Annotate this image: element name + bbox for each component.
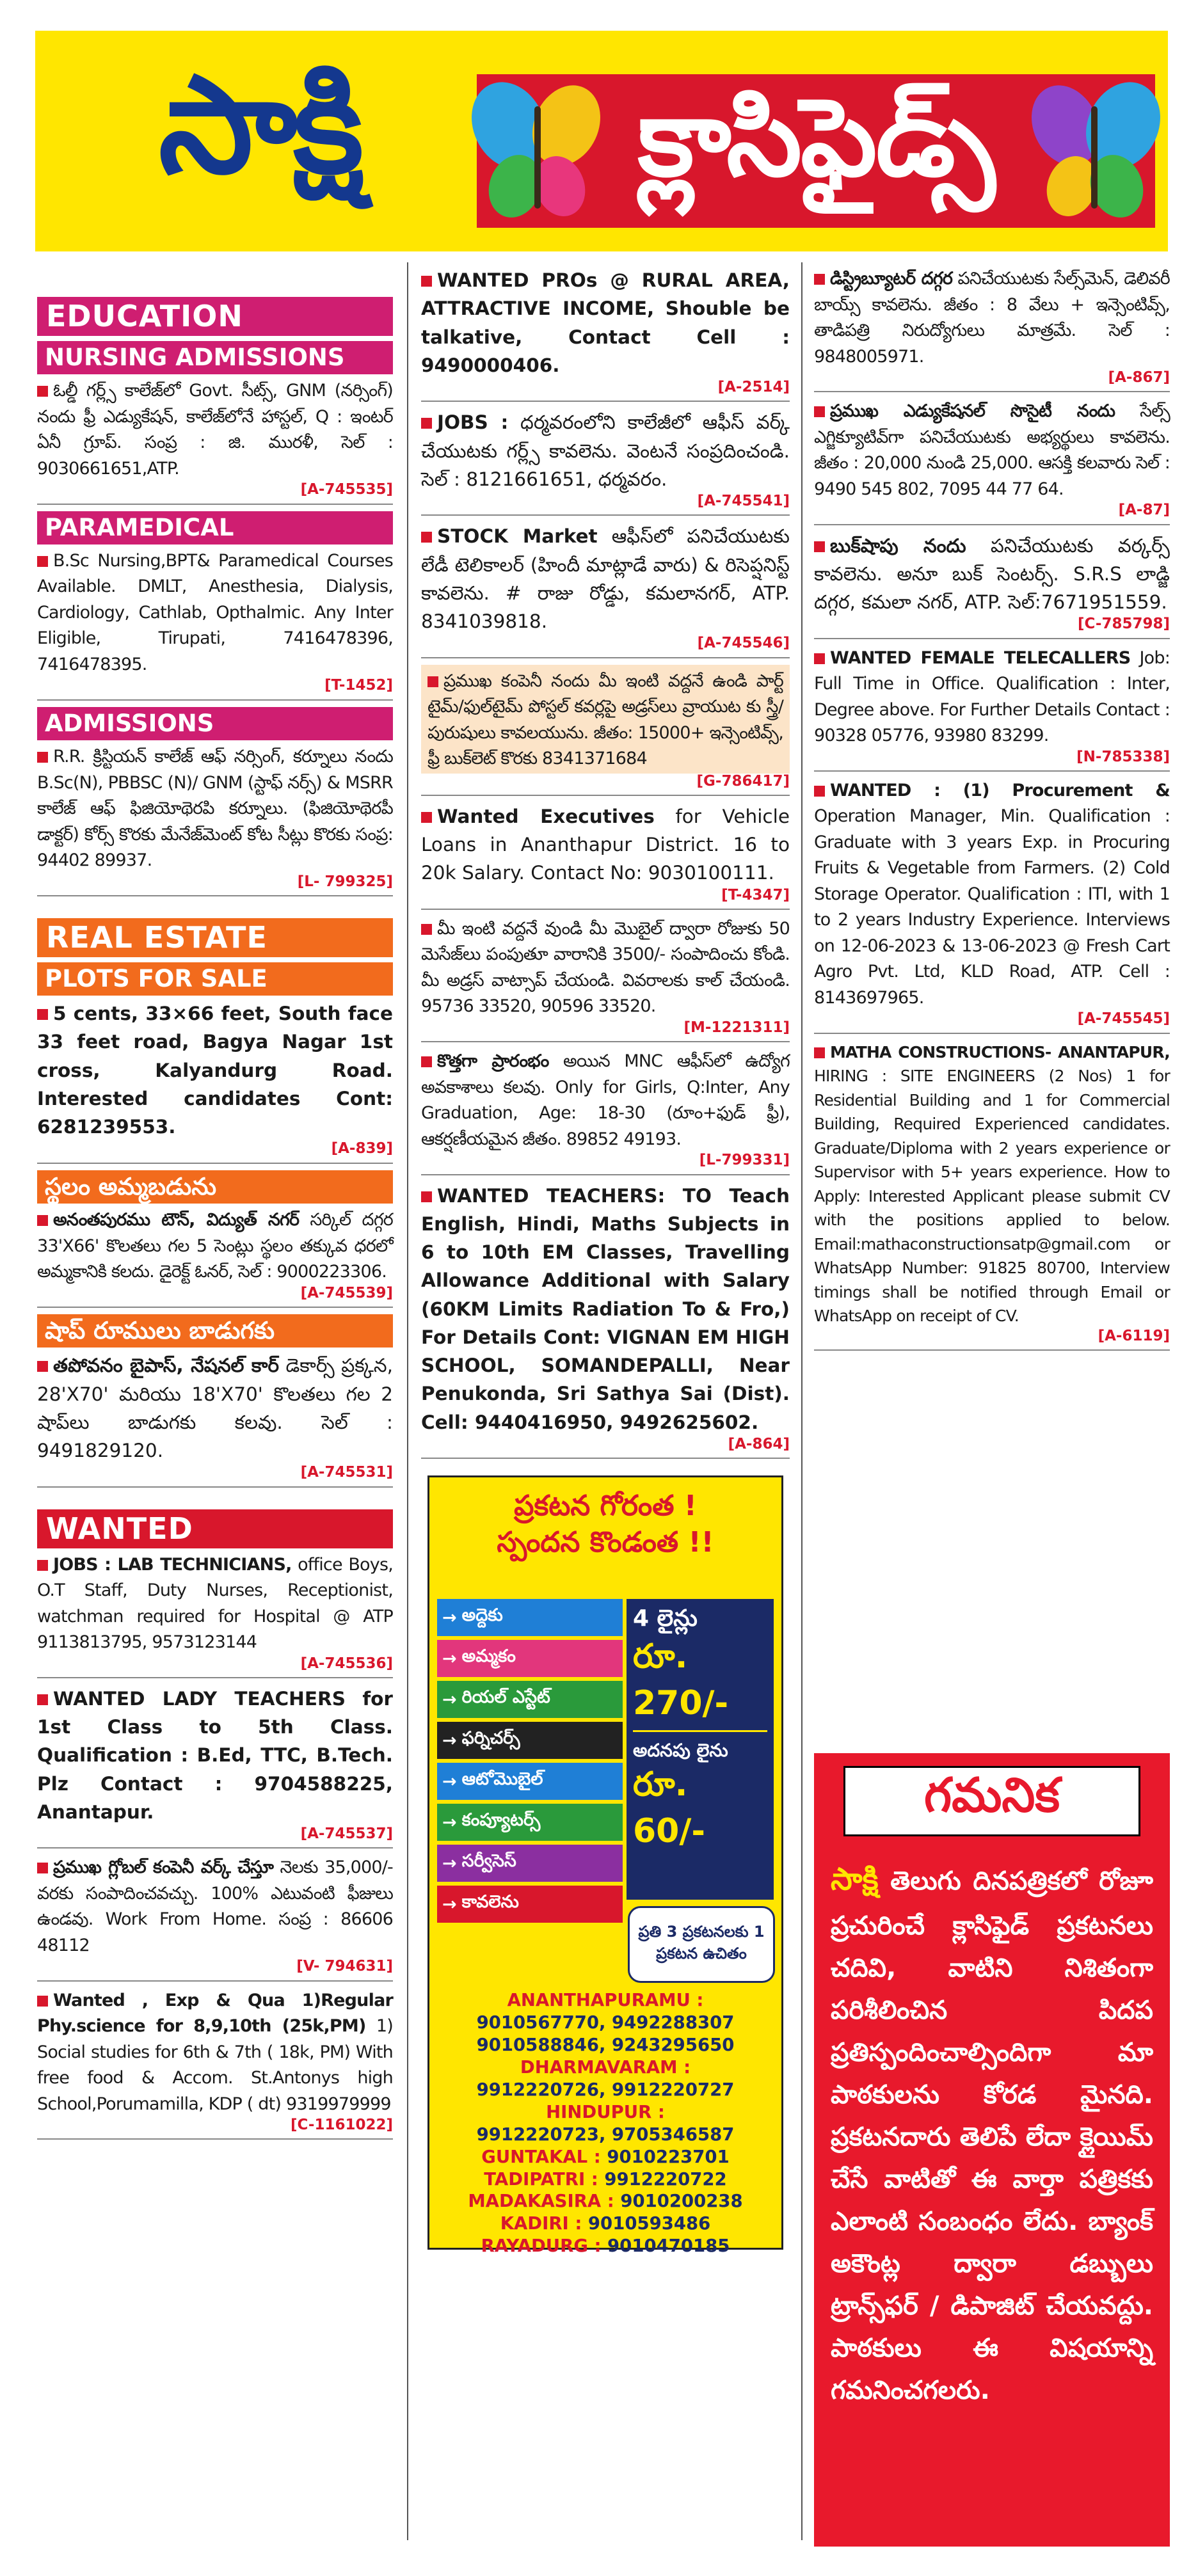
sub-head-plots: PLOTS FOR SALE — [37, 962, 393, 996]
bullet-icon — [421, 418, 432, 429]
category-automobile: → ఆటోమొబైల్ — [437, 1763, 623, 1800]
column-divider — [407, 262, 408, 2540]
ad-code: [A-745537] — [37, 1826, 393, 1849]
bullet-icon — [421, 924, 432, 935]
ad-mobile-messages: మీ ఇంటి వద్దనే వుండి మీ మొబైల్ ద్వారా రోజుకు 50 మెసేజ్‌లు పంపుతూ వారానికి 3500/- సంపాదించు కోండి. మీ అడ్రస్ వాట్సాప్ చేయండి. వివరాలకు కాల్ చేయండి. 95736 33520, 90596 33520. — [421, 918, 790, 1017]
ad-wanted-executives: Wanted Executives for Vehicle Loans in Ananthapur District. 16 to 20k Salary. Contact No: 9030100111. — [421, 805, 790, 884]
arrow-right-icon: → — [442, 1894, 457, 1914]
ad-paramedical: B.Sc Nursing,BPT& Paramedical Courses Available. DMLT, Anesthesia, Dialysis, Cardiology, Cathlab, Opthalmic. Any Inter Eligible, Tirupati, 7416478396, 7416478395. — [37, 550, 393, 674]
bullet-icon — [37, 556, 48, 567]
contact-row: HINDUPUR : — [546, 2101, 665, 2122]
bullet-icon — [814, 1047, 825, 1058]
ad-code: [A-745531] — [37, 1465, 393, 1487]
ad-code: [L- 799325] — [37, 874, 393, 896]
butterfly-icon — [1027, 74, 1162, 228]
price-extra-amount: రూ. 60/- — [633, 1765, 705, 1851]
category-sale: → అమ్మకం — [437, 1640, 623, 1677]
notice-brand: సాక్షి — [831, 1861, 879, 1897]
ad-procurement-manager: WANTED : (1) Procurement & Operation Manager, Min. Qualification : Graduate with 3 years Exp. in Procuring Fruits & Vegetable from Farmers. (2) Cold Storage Operator. Qualification : ITI, with 1 to 2 years Industry Experience. Interviews on 12-06-2023 & 13-06-2023 @ Fresh Cart Agro Pvt. Ltd, KLD Road, ATP. Cell : 8143697965. — [814, 780, 1170, 1008]
ad-matha-constructions: MATHA CONSTRUCTIONS- ANANTAPUR, HIRING : SITE ENGINEERS (2 Nos) 1 for Residential Building and 1 for Commercial Building, Required Experienced candidates. Graduate/Diploma with 2 years experience or Supervisor with 5+ years experience. How to Apply: Interested Applicant please submit CV with the positions applied to below. Email:mathaconstructionsatp@gmail.com or WhatsApp Number: 91825 80700, Interview timings shall be notified through Email or WhatsApp on receipt of CV. — [814, 1042, 1170, 1326]
bullet-icon — [814, 786, 825, 797]
price-lines-label: 4 లైన్లు — [633, 1605, 698, 1632]
ad-code: [A-745541] — [421, 493, 790, 516]
ad-mnc-office: కొత్తగా ప్రారంభం అయిన MNC ఆఫీస్‌లో ఉద్యోగ అవకాశాలు కలవు. Only for Girls, Q:Inter, Any Graduation, Age: 18-30 (రూం+ఫుడ్ ఫ్రీ), ఆకర్షణీయమైన జీతం. 89852 49193. — [421, 1051, 790, 1149]
bullet-icon — [421, 1056, 432, 1067]
bullet-icon — [421, 812, 432, 823]
ad-shops: తపోవనం బైపాస్, నేషనల్ కార్ డెకార్స్ ప్రక్కన, 28'X70' మరియు 18'X70' కొలతలు గల 2 షాప్‌లు బాడుగకు కలవు. సెల్ : 9491829120. — [37, 1355, 393, 1462]
ad-code: [A-867] — [814, 370, 1170, 392]
category-list — [437, 1599, 623, 1927]
bullet-icon — [37, 1560, 48, 1571]
arrow-right-icon: → — [442, 1771, 457, 1792]
ad-admissions: R.R. క్రిస్టియన్ కాలేజ్ ఆఫ్ నర్సింగ్, కర్నూలు నందు B.Sc(N), PBBSC (N)/ GNM (స్టాఫ్ నర్స్) & MSRR కాలేజ్ ఆఫ్ ఫిజియోథెరపి కర్నూలు. (ఫిజియోథెరపీ డాక్టర్) కోర్స్ కొరకు మేనేజ్‌మెంట్ కోట సీట్లు కొరకు సంప్ర: 94402 89937. — [37, 747, 393, 871]
ad-code: [V- 794631] — [37, 1959, 393, 1981]
ad-code: [A-839] — [37, 1141, 393, 1163]
sub-head-nursing: NURSING ADMISSIONS — [37, 341, 393, 374]
category-rent: → అద్దెకు — [437, 1599, 623, 1636]
sub-head-admissions: ADMISSIONS — [37, 707, 393, 740]
ad-code: [A-745539] — [37, 1285, 393, 1308]
combo-offer-badge: ప్రతి 3 ప్రకటనలకు 1 ప్రకటన ఉచితం — [628, 1906, 775, 1983]
bullet-icon — [37, 1215, 48, 1226]
ad-code: [A-745536] — [37, 1656, 393, 1678]
bullet-icon — [421, 532, 432, 543]
rate-card — [427, 1475, 783, 2257]
butterfly-icon — [470, 74, 605, 228]
bullet-icon — [814, 653, 825, 664]
contact-row: 9010588846, 9243295650 — [476, 2034, 735, 2055]
arrow-right-icon: → — [442, 1648, 457, 1669]
ad-female-telecallers: WANTED FEMALE TELECALLERS Job: Full Time in Office. Qualification : Inter, Degree above. For Further Details Contact : 90328 05776, 93980 83299. — [814, 648, 1170, 746]
bullet-icon — [37, 1009, 48, 1020]
category-wanted: → కావలెను — [437, 1886, 623, 1923]
classifieds-banner — [477, 74, 1155, 228]
ad-wanted-pros: WANTED PROs @ RURAL AREA, ATTRACTIVE INCOME, Shouble be talkative, Contact Cell : 9490000406. — [421, 269, 790, 376]
contact-row: 9912220726, 9912220727 — [476, 2079, 735, 2100]
bullet-icon — [37, 386, 48, 397]
contact-row: ANANTHAPURAMU : — [507, 1990, 704, 2011]
ad-jobs-dharmavaram: JOBS : ధర్మవరంలోని కాలేజీలో ఆఫీస్ వర్క్ చేయుటకు గర్ల్స్ కావలెను. వెంటనే సంప్రదించండి. సెల్ : 8121661651, ధర్మవరం. — [421, 411, 790, 490]
bullet-icon — [37, 1996, 48, 2007]
ad-code: [A-6119] — [814, 1328, 1170, 1351]
bullet-icon — [814, 274, 825, 285]
bullet-icon — [37, 1361, 48, 1372]
rate-title: ప్రకటన గోరంత ! స్పందన కొండంత !! — [497, 1490, 714, 1559]
bullet-icon — [814, 541, 825, 552]
contact-row: 9912220723, 9705346587 — [476, 2124, 735, 2145]
bullet-icon — [37, 1694, 48, 1705]
category-real-estate: → రియల్ ఎస్టేట్ — [437, 1681, 623, 1718]
column-left — [37, 262, 393, 2540]
notice-title: గమనిక — [923, 1768, 1060, 1823]
price-box — [627, 1599, 774, 1900]
bullet-icon — [37, 752, 48, 763]
ad-postal-covers: ప్రముఖ కంపెనీ నందు మీ ఇంటి వద్దనే ఉండి పార్ట్ టైమ్/ఫుల్‌టైమ్ పోస్టల్ కవర్లపై అడ్రస్‌లు వ్రాయుట కు స్త్రీ/పురుషులు కావలయును. జీతం: 15000+ ఇన్సెంటివ్స్, ఫ్రీ బుక్‌లెట్ కొరకు 8341371684 — [421, 665, 790, 774]
ad-code: [T-1452] — [37, 678, 393, 700]
ad-educational-society: ప్రముఖ ఎడ్యుకేషనల్ సొసైటీ నందు సేల్స్ ఎగ్జిక్యూటివ్‌గా పనిచేయుటకు అభ్యర్థులు కావలెను. జీతం : 20,000 నుండి 25,000. ఆసక్తి కలవారు సెల్ : 9490 545 802, 7095 44 77 64. — [814, 401, 1170, 499]
notice-title-box — [843, 1766, 1140, 1836]
column-middle — [421, 262, 790, 2540]
arrow-right-icon: → — [442, 1853, 457, 1873]
contact-row: KADIRI : 9010593486 — [500, 2213, 711, 2234]
bullet-icon — [427, 676, 438, 687]
divider — [633, 1730, 767, 1732]
ad-plots: 5 cents, 33×66 feet, South face 33 feet road, Bagya Nagar 1st cross, Kalyandurg Road. Interested candidates Cont: 6281239553. — [37, 1003, 393, 1138]
contact-row: GUNTAKAL : 9010223701 — [481, 2146, 730, 2167]
ad-code: [C-1161022] — [37, 2117, 393, 2140]
ad-lab-technicians: JOBS : LAB TECHNICIANS, office Boys, O.T Staff, Duty Nurses, Receptionist, watchman required for Hospital @ ATP 9113813795, 9573123144 — [37, 1554, 393, 1653]
brand-logo: సాక్షి — [158, 46, 360, 203]
price-extra-label: అదనపు లైను — [633, 1740, 728, 1761]
ad-code: [A-864] — [421, 1436, 790, 1459]
price-amount: రూ. 270/- — [633, 1637, 729, 1723]
column-divider — [801, 262, 803, 2540]
contact-row: DHARMAVARAM : — [520, 2056, 691, 2078]
ad-global-company: ప్రముఖ గ్లోబల్ కంపెనీ వర్క్ చేస్తూ నెలకు 35,000/-వరకు సంపాదించవచ్చు. 100% ఎటువంటి ఫీజులు ఉండవు. Work From Home. సంప్ర : 86606 48112 — [37, 1857, 393, 1955]
masthead — [35, 31, 1168, 251]
ad-code: [L-799331] — [421, 1152, 790, 1175]
bullet-icon — [814, 406, 825, 417]
ad-nursing: ఓల్డీ గర్ల్స్ కాలేజ్‌లో Govt. సీట్స్, GNM (నర్సింగ్) నందు ఫ్రీ ఎడ్యుకేషన్, కాలేజ్‌లోనే హాస్టల్, Q : ఇంటర్ ఏనీ గ్రూప్. సంప్ర : జి. మురళీ, సెల్ : 9030661651,ATP. — [37, 381, 393, 479]
ad-lady-teachers: WANTED LADY TEACHERS for 1st Class to 5th Class. Qualification : B.Ed, TTC, B.Tech. Plz Contact : 9704588225, Anantapur. — [37, 1687, 393, 1823]
contact-row: TADIPATRI : 9912220722 — [484, 2168, 727, 2190]
ad-code: [C-785798] — [814, 616, 1170, 639]
contact-row: RAYADURG : 9010470185 — [481, 2236, 730, 2257]
ad-physics-teacher: Wanted , Exp & Qua 1)Regular Phy.science for 8,9,10th (25k,PM) 1) Social studies for 6th & 7th ( 18k, PM) With free food & Accom. St.Antonys high School,Porumamilla, KDP ( dt) 9319979999 — [37, 1990, 393, 2114]
contact-row: 9010567770, 9492288307 — [476, 2012, 735, 2033]
ad-code: [G-786417] — [421, 774, 790, 796]
arrow-right-icon: → — [442, 1607, 457, 1628]
bullet-icon — [421, 276, 432, 287]
ad-code: [A-87] — [814, 502, 1170, 525]
ad-stock-market: STOCK Market ఆఫీస్‌లో పనిచేయుటకు లేడీ టెలికాలర్ (హిందీ మాట్లాడే వారు) & రిసెప్షనిస్ట్ కావలెను. # రాజు రోడ్డు, కమలానగర్, ATP. 8341039818. — [421, 525, 790, 633]
notice-box — [814, 1753, 1170, 2547]
section-wanted: WANTED — [37, 1509, 393, 1548]
ad-code: [A-745535] — [37, 482, 393, 504]
ad-code: [N-785338] — [814, 749, 1170, 772]
section-title: క్లాసిఫైడ్స్ — [637, 75, 994, 200]
ad-bookshop: బుక్‌షాపు నందు పనిచేయుటకు వర్కర్స్ కావలెను. అనూ బుక్ సెంటర్స్. S.R.S లాడ్జి దగ్గర, కమలా నగర్, ATP. సెల్:7671951559. — [814, 534, 1170, 614]
notice-body: సాక్షి తెలుగు దినపత్రికలో రోజూ ప్రచురించే క్లాసిఫైడ్ ప్రకటనలు చదివి, వాటిని నిశితంగా పరిశీలించిన పిదప ప్రతిస్పందించాల్సిందిగా మా పాఠకులను కోరడ మైనది. ప్రకటనదారు తెలిపే లేదా క్లైయిమ్ చేసే వాటితో ఈ వార్తా పత్రికకు ఎలాంటి సంబంధం లేదు. బ్యాంక్ అకౌంట్ల ద్వారా డబ్బులు ట్రాన్స్‌ఫర్ / డిపాజిట్ చేయవద్దు. పాఠకులు ఈ విషయాన్ని గమనించగలరు. — [831, 1861, 1153, 2406]
arrow-right-icon: → — [442, 1812, 457, 1833]
ad-code: [T-4347] — [421, 887, 790, 910]
contact-list — [429, 1989, 781, 2257]
category-services: → సర్వీసెస్ — [437, 1845, 623, 1882]
sub-head-paramedical: PARAMEDICAL — [37, 511, 393, 545]
ad-distributor: డిస్ట్రిబ్యూటర్ దగ్గర పనిచేయుటకు సేల్స్‌మెన్, డెలివరీ బాయ్స్ కావలెను. జీతం : 8 వేలు + ఇన్సెంటివ్స్, తాడిపత్రి నిరుద్యోగులు మాత్రమే. సెల్ : 9848005971. — [814, 269, 1170, 367]
arrow-right-icon: → — [442, 1689, 457, 1710]
arrow-right-icon: → — [442, 1730, 457, 1751]
contact-row: MADAKASIRA : 9010200238 — [468, 2191, 743, 2212]
category-computers: → కంప్యూటర్స్ — [437, 1804, 623, 1841]
ad-wanted-teachers: WANTED TEACHERS: TO Teach English, Hindi, Maths Subjects in 6 to 10th EM Classes, Travelling Allowance Additional with Salary (60KM Limits Radiation To & Fro,) For Details Cont: VIGNAN EM HIGH SCHOOL, SOMANDEPALLI, Near Penukonda, Sri Sathya Sai (Dist). Cell: 9440416950, 9492625602. — [421, 1184, 790, 1433]
ad-code: [A-745546] — [421, 635, 790, 658]
category-furniture: → ఫర్నిచర్స్ — [437, 1722, 623, 1759]
ad-code: [M-1221311] — [421, 1020, 790, 1042]
section-real-estate: REAL ESTATE — [37, 918, 393, 957]
section-education: EDUCATION — [37, 297, 393, 336]
ad-code: [A-2514] — [421, 379, 790, 402]
ad-land: అనంతపురము టౌన్, విద్యుత్ నగర్ సర్కిల్ దగ్గర 33'X66' కొలతలు గల 5 సెంట్లు స్థలం తక్కువ ధరలో అమ్మకానికి కలదు. డైరెక్ట్ ఓనర్, సెల్ : 9000223306. — [37, 1210, 393, 1282]
bullet-icon — [37, 1863, 48, 1873]
sub-head-land: స్థలం అమ్మబడును — [37, 1170, 393, 1204]
bullet-icon — [421, 1191, 432, 1202]
sub-head-shops: షాప్ రూములు బాడుగకు — [37, 1314, 393, 1348]
ad-code: [A-745545] — [814, 1011, 1170, 1033]
